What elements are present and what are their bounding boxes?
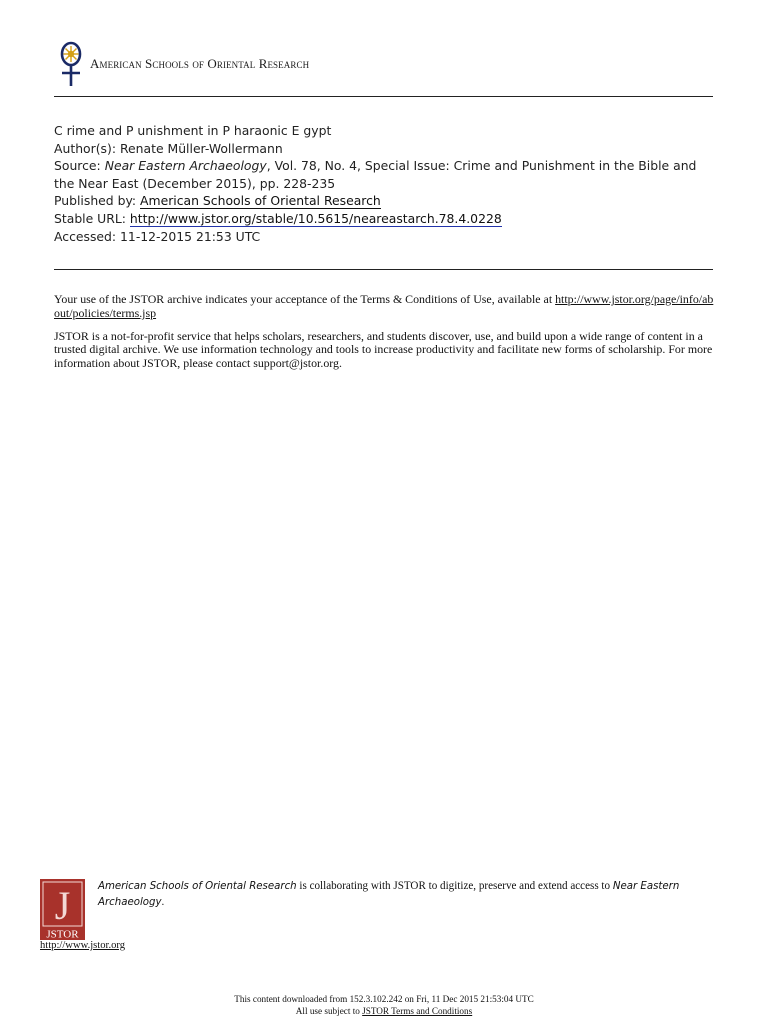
- stable-url-link[interactable]: http://www.jstor.org/stable/10.5615/neareastarch.78.4.0228: [129, 210, 502, 226]
- citation-block: [54, 122, 714, 245]
- collaboration-text: [98, 879, 718, 910]
- source-label: Source:: [54, 158, 101, 174]
- stable-url-label: Stable URL:: [54, 210, 126, 226]
- citation-divider: [54, 269, 713, 270]
- accessed-value: 11-12-2015 21:53 UTC: [120, 228, 261, 244]
- accessed-label: Accessed:: [54, 228, 117, 244]
- article-title: C rime and P unishment in P haraonic E gypt: [54, 123, 332, 138]
- stable-url-line: [54, 210, 714, 228]
- publisher-header: [54, 40, 309, 88]
- footer-terms-link[interactable]: JSTOR Terms and Conditions: [362, 1005, 473, 1016]
- download-info: This content downloaded from 152.3.102.242 on Fri, 11 Dec 2015 21:53:04 UTC: [234, 994, 534, 1004]
- source-journal: Near Eastern Archaeology: [104, 158, 267, 174]
- collab-org: American Schools of Oriental Research: [98, 881, 297, 892]
- authors-line: [54, 140, 714, 158]
- terms-link[interactable]: http://www.jstor.org/page/info/about/policies/terms.jsp: [54, 292, 714, 320]
- publisher-link[interactable]: American Schools of Oriental Research: [140, 193, 381, 209]
- header-divider: [54, 96, 713, 97]
- jstor-logo-icon[interactable]: [40, 879, 85, 940]
- terms-footer-line: [0, 1006, 768, 1018]
- collab-middle: is collaborating with JSTOR to digitize, preserve and extend access to: [296, 880, 613, 892]
- collab-end: .: [161, 895, 165, 908]
- source-details: , Vol. 78, No. 4, Special Issue: Crime and Punishment in the Bible and the Near East (December 2015), pp. 228-235: [54, 158, 697, 191]
- authors-value: Renate Müller-Wollermann: [119, 140, 283, 156]
- authors-label: Author(s):: [54, 140, 117, 156]
- terms-section: [54, 293, 714, 380]
- published-label: Published by:: [54, 193, 137, 209]
- published-line: [54, 192, 714, 210]
- footer-prefix: All use subject to: [295, 1005, 363, 1016]
- jstor-url: [40, 940, 125, 951]
- terms-text: Your use of the JSTOR archive indicates your acceptance of the Terms & Conditions of Use, available at: [54, 292, 556, 306]
- jstor-description: JSTOR is a not-for-profit service that helps scholars, researchers, and students discover, use, and build upon a wide range of content in a trusted digital archive. We use information technology and tools to increase productivity and facilitate new forms of scholarship. For more information about JSTOR, please contact support@jstor.org.: [54, 328, 713, 371]
- collab-journal: Near Eastern Archaeology: [98, 881, 680, 908]
- ankh-icon: [54, 40, 88, 88]
- download-footer: [0, 994, 768, 1017]
- terms-paragraph: [54, 293, 714, 321]
- jstor-logo-text: JSTOR: [46, 928, 79, 940]
- source-line: [54, 157, 714, 192]
- svg-text:J: J: [54, 883, 71, 928]
- jstor-url-link[interactable]: http://www.jstor.org: [40, 940, 126, 951]
- accessed-line: [54, 228, 714, 246]
- publisher-logo-text: American Schools of Oriental Research: [90, 56, 310, 71]
